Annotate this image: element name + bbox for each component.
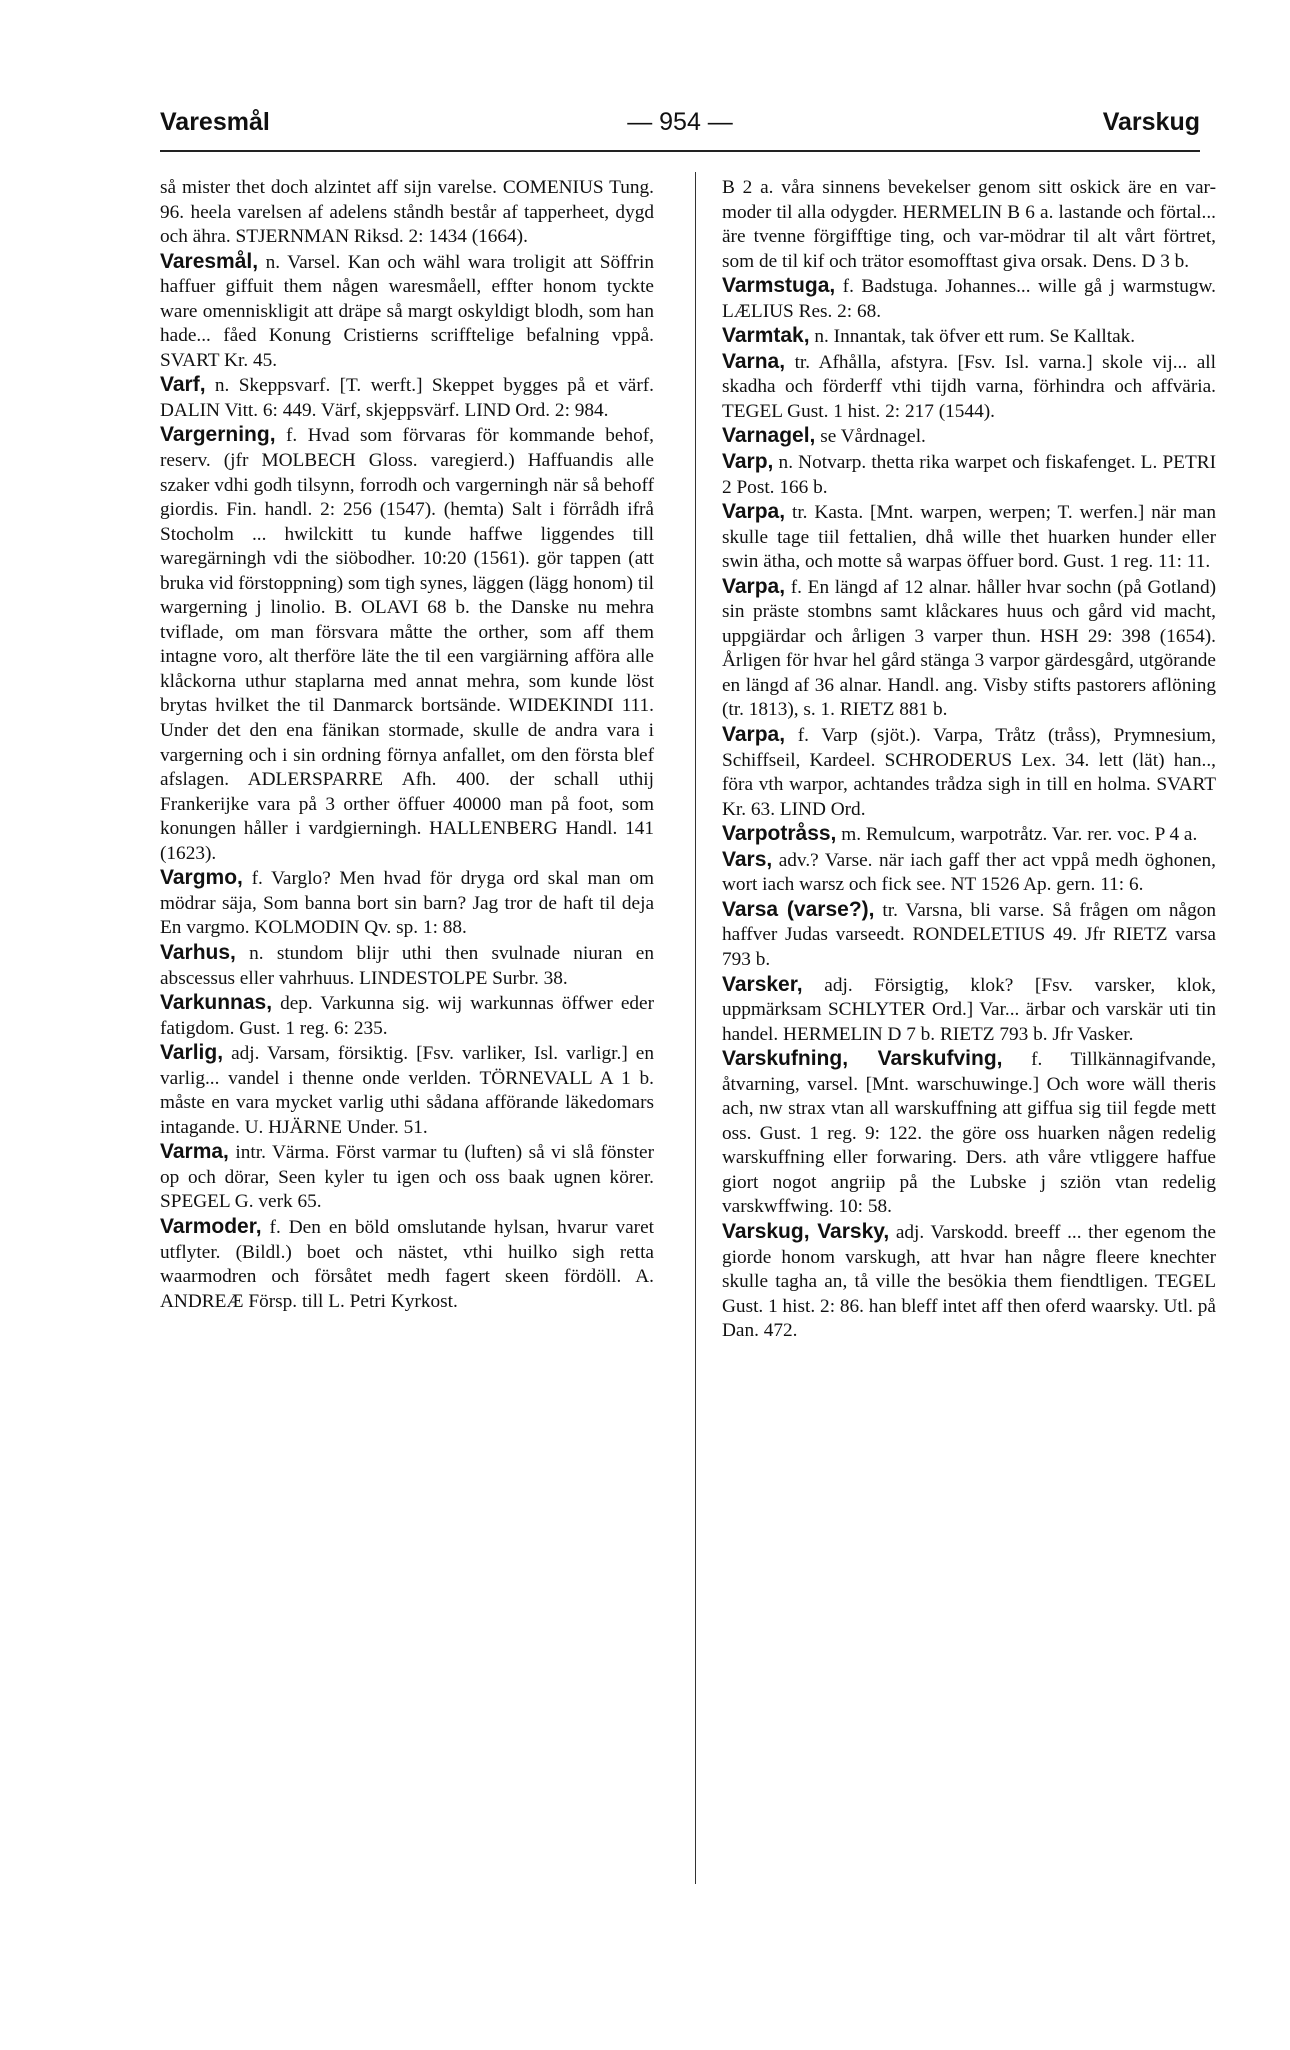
dictionary-entry bbox=[160, 866, 654, 941]
header-rule bbox=[160, 150, 1200, 152]
dictionary-entry bbox=[160, 373, 654, 423]
entry-text: adj. Varsam, försiktig. [Fsv. varliker, Isl. varligr.] en varlig... vandel i thenne onde verlden. TÖRNEVALL A 1 b. måste en vara mycket varlig uthi sådana afförande läkedomars intagande. U. HJÄRNE Under. 51. bbox=[160, 1043, 654, 1138]
entry-headword: Varpa, bbox=[722, 500, 786, 524]
dictionary-entry bbox=[722, 500, 1216, 575]
entry-text: n. Notvarp. thetta rika warpet och fiskafenget. L. PETRI 2 Post. 166 b. bbox=[722, 452, 1217, 498]
dictionary-entry bbox=[722, 274, 1216, 324]
dictionary-entry bbox=[722, 176, 1216, 274]
entry-headword: Vargerning, bbox=[160, 423, 276, 447]
entry-text: f. Hvad som förvaras för kommande behof, reserv. (jfr MOLBECH Gloss. varegierd.) Haffuandis alle szaker vdhi godh tilsynn, forrodh och vargerningh när så behoff giordis. Fin. handl. 2: 256 (1547). (hemta) Salt i förrådh ifrå Stocholm ... hwilckitt tu kunde haffwe liggendes till waregärningh vdi the siöbodher. 10:20 (1561). gör tappen (att bruka vid förstoppning) som tigh synes, läggen (lägg honom) til wargerning j linolio. B. OLAVI 68 b. the Danske nu mehra tviflade, om man försvara måtte the orther, som aff them intagne voro, alt therföre läte the til een vargiärning afföra alle klåckorna uthur staplarna med annat mehra, som kunde löst brytas hvilket the til Danmarck bortsände. WIDEKINDI 111. Under det den ena fänikan stormade, skulle de andra vara i vargerning och i sin ordning förnya anfallet, om den första blef afslagen. ADLERSPARRE Afh. 400. der schall uthij Frankerijke vara på 3 orther öffuer 40000 man på foot, som konungen håller i vardgierningh. HALLENBERG Handl. 141 (1623). bbox=[160, 425, 654, 864]
entry-text: f. Varglo? Men hvad för dryga ord skal man om mödrar säja, Som banna bort sin barn? Jag tror de haft til deja En vargmo. KOLMODIN Qv. sp. 1: 88. bbox=[160, 868, 654, 939]
entry-headword: Varkunnas, bbox=[160, 991, 273, 1015]
dictionary-entry bbox=[722, 1047, 1216, 1220]
entry-text: B 2 a. våra sinnens bevekelser genom sitt oskick äre en var-moder til alla odygder. HERMELIN B 6 a. lastande och förtal... äre tvenne förgifftige ting, och var-mödrar til alt vårt förtret, som de til kif och trätor esomofftast giva orsak. Dens. D 3 b. bbox=[722, 177, 1216, 272]
dictionary-entry bbox=[160, 176, 654, 250]
dictionary-entry bbox=[722, 1220, 1216, 1344]
entry-text: f. Den en böld omslutande hylsan, hvarur varet utflyter. (Bildl.) boet och nästet, vthi huilko sigh retta waarmodren och försåtet medh fagert skeen fördöll. A. ANDREÆ Försp. till L. Petri Kyrkost. bbox=[160, 1216, 654, 1312]
dictionary-entry bbox=[160, 1041, 654, 1140]
entry-headword: Varna, bbox=[722, 349, 786, 373]
entry-headword: Varmtak, bbox=[722, 324, 810, 348]
dictionary-entry bbox=[722, 848, 1216, 898]
entry-headword: Varhus, bbox=[160, 940, 236, 964]
dictionary-entry bbox=[722, 575, 1216, 723]
entry-headword: Vars, bbox=[722, 847, 773, 871]
entry-text: f. Badstuga. Johannes... wille gå j warmstugw. LÆLIUS Res. 2: 68. bbox=[722, 276, 1216, 322]
entry-headword: Varskug, Varsky, bbox=[722, 1219, 890, 1243]
entry-text: tr. Kasta. [Mnt. warpen, werpen; T. werfen.] när man skulle tage tiil fettalien, dhå wille thet huarken hunder eller swin ätha, och motte så warpas öffuer bord. Gust. 1 reg. 11: 11. bbox=[722, 502, 1216, 573]
entry-text: adv.? Varse. när iach gaff ther act vppå medh öghonen, wort iach warsz och fick see. NT 1526 Ap. gern. 11: 6. bbox=[722, 849, 1216, 896]
entry-headword: Varpa, bbox=[722, 723, 786, 747]
dictionary-entry bbox=[160, 423, 654, 866]
entry-text: se Vårdnagel. bbox=[820, 426, 926, 448]
entry-text: tr. Varsna, bli varse. Så frågen om någon haffver Judas varseedt. RONDELETIUS 49. Jfr RIETZ varsa 793 b. bbox=[722, 899, 1217, 970]
entry-text: intr. Värma. Först varmar tu (luften) så vi slå fönster op och dörar, Seen kyler tu igen och oss baak ugnen körer. SPEGEL G. verk 65. bbox=[160, 1142, 654, 1213]
entry-text: så mister thet doch alzintet aff sijn varelse. COMENIUS Tung. 96. heela varelsen af adelens ståndh består af tapperheet, dygd och ähra. STJERNMAN Riksd. 2: 1434 (1664). bbox=[160, 177, 654, 248]
entry-headword: Varmoder, bbox=[160, 1214, 262, 1238]
dictionary-entry bbox=[722, 723, 1216, 822]
entry-headword: Vargmo, bbox=[160, 866, 243, 890]
dictionary-entry bbox=[160, 250, 654, 374]
entry-text: dep. Varkunna sig. wij warkunnas öffwer eder fatigdom. Gust. 1 reg. 6: 235. bbox=[160, 993, 654, 1039]
entry-headword: Varsker, bbox=[722, 972, 803, 996]
entry-headword: Varp, bbox=[722, 450, 774, 474]
entry-text: adj. Försigtig, klok? [Fsv. varsker, klok, uppmärksam SCHLYTER Ord.] Var... ärbar och varskär uti tin handel. HERMELIN D 7 b. RIETZ 793 b. Jfr Vasker. bbox=[722, 974, 1216, 1045]
dictionary-entry bbox=[722, 424, 1216, 450]
entry-text: tr. Afhålla, afstyra. [Fsv. Isl. varna.] skole vij... all skadha och förderff vthi tijdh varna, förhindra och affväria. TEGEL Gust. 1 hist. 2: 217 (1544). bbox=[722, 351, 1216, 422]
entry-text: n. stundom blijr uthi then svulnade niuran en abscessus eller vahrhuus. LINDESTOLPE Surbr. 38. bbox=[160, 942, 654, 989]
entry-headword: Varma, bbox=[160, 1140, 229, 1164]
left-column bbox=[160, 176, 654, 1314]
entry-text: f. En längd af 12 alnar. håller hvar sochn (på Gotland) sin präste stombns samt klåckares huus och gård vid macht, uppgiärdar och årligen 3 varper thun. HSH 29: 398 (1654). Årligen för hvar hel gård stänga 3 varpor gärdesgård, utgörande en längd af 36 alnar. Handl. ang. Visby stifts pastorers aflöning (tr. 1813), s. 1. RIETZ 881 b. bbox=[722, 576, 1216, 721]
dictionary-entry bbox=[160, 1140, 654, 1215]
entry-headword: Varnagel, bbox=[722, 424, 816, 448]
right-column bbox=[722, 176, 1216, 1344]
dictionary-entry bbox=[160, 1215, 654, 1314]
dictionary-entry bbox=[160, 941, 654, 991]
dictionary-entry bbox=[722, 898, 1216, 973]
dictionary-entry bbox=[722, 450, 1216, 500]
entry-headword: Varlig, bbox=[160, 1041, 224, 1065]
entry-headword: Varpotråss, bbox=[722, 822, 837, 846]
dictionary-entry bbox=[722, 350, 1216, 425]
dictionary-entry bbox=[722, 822, 1216, 848]
entry-headword: Varsa (varse?), bbox=[722, 897, 875, 921]
dictionary-entry bbox=[160, 991, 654, 1041]
column-divider bbox=[695, 172, 696, 1884]
entry-text: adj. Varskodd. breeff ... ther egenom the giorde honom varskugh, att hvar han någre fleere knechter skulle tagha an, tå ville the besökia them fiendtligen. TEGEL Gust. 1 hist. 2: 86. han bleff intet aff then oferd waarsky. Utl. på Dan. 472. bbox=[722, 1221, 1216, 1342]
entry-text: f. Tillkännagifvande, åtvarning, varsel. [Mnt. warschuwinge.] Och wore wäll theris ach, nw strax vtan all warskuffning att giffua sig tiil fegde mett oss. Gust. 1 reg. 9: 122. the göre oss huarken någen redelig warskuffning eller forwaring. Ders. ath våre vtliggere haffue giort nogot angriip på the Lubske j sziön vtan redelig varskwffwing. 10: 58. bbox=[722, 1049, 1216, 1218]
dictionary-entry bbox=[722, 973, 1216, 1048]
page-header bbox=[160, 108, 1200, 148]
entry-headword: Varf, bbox=[160, 373, 206, 397]
header-last-headword: Varskug bbox=[1102, 108, 1200, 136]
page-number: — 954 — bbox=[627, 108, 733, 136]
entry-headword: Varmstuga, bbox=[722, 274, 836, 298]
entry-text: n. Skeppsvarf. [T. werft.] Skeppet bygges på et värf. DALIN Vitt. 6: 449. Värf, skjeppsvärf. LIND Ord. 2: 984. bbox=[160, 375, 654, 421]
entry-headword: Varpa, bbox=[722, 574, 786, 598]
dictionary-entry bbox=[722, 324, 1216, 350]
entry-text: m. Remulcum, warpotråtz. Var. rer. voc. P 4 a. bbox=[841, 824, 1198, 846]
header-first-headword: Varesmål bbox=[160, 108, 270, 136]
entry-text: f. Varp (sjöt.). Varpa, Tråtz (tråss), Prymnesium, Schiffseil, Kardeel. SCHRODERUS Lex. 34. lett (lät) han.., föra vth warpor, achtandes trådza sigh in till en holma. SVART Kr. 63. LIND Ord. bbox=[722, 725, 1216, 820]
entry-text: n. Innantak, tak öfver ett rum. Se Kalltak. bbox=[814, 326, 1136, 348]
entry-text: n. Varsel. Kan och wähl wara troligit att Söffrin haffuer giffuit them någen waresmåell, effter honom tyckte ware omenniskligit att dräpe så margt oskyldigt blodh, som han hade... fåed Konung Cristierns scrifftelige befalning vppå. SVART Kr. 45. bbox=[160, 251, 654, 371]
entry-headword: Varesmål, bbox=[160, 249, 259, 273]
entry-headword: Varskufning, Varskufving, bbox=[722, 1047, 1003, 1071]
